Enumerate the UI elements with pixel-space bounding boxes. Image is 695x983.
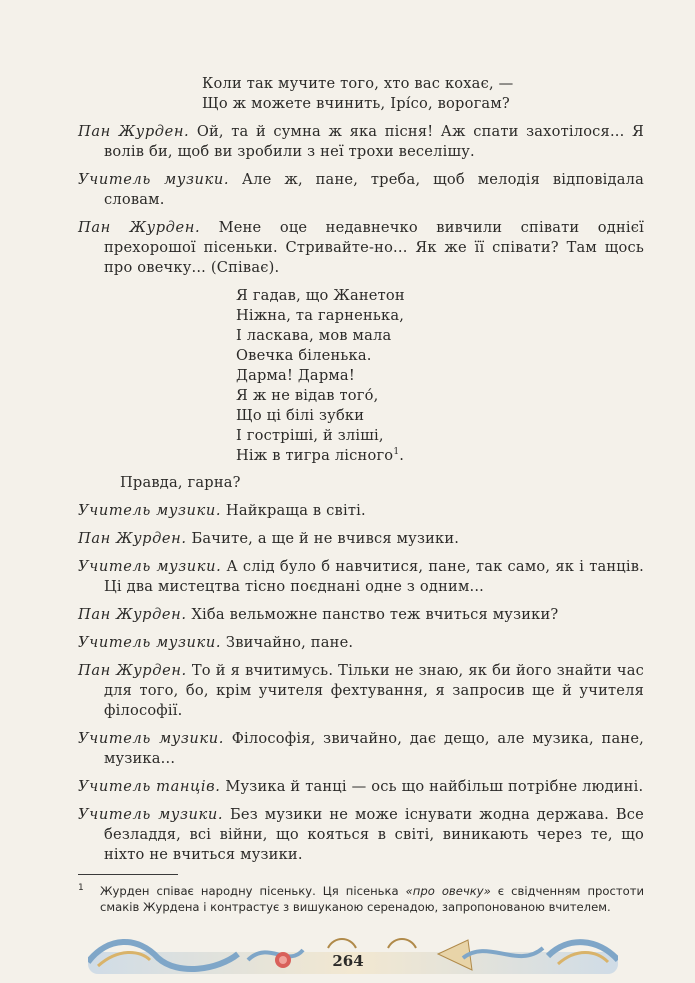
dialogue-line — [78, 170, 644, 210]
dialogue-line — [78, 218, 644, 278]
song-line: Що ці білі зубки — [236, 407, 365, 424]
dialogue-line — [78, 805, 644, 865]
speaker-name: Учитель музики. — [78, 730, 224, 747]
dialogue-text: Філософія, звичайно, дає дещо, але музика, пане, музика... — [104, 730, 644, 767]
speaker-name: Учитель музики. — [78, 558, 222, 575]
song-line: Ніж в тигра лісного — [236, 447, 394, 464]
dialogue-line — [78, 122, 644, 162]
dialogue-line — [78, 777, 644, 797]
dialogue-line — [78, 557, 644, 597]
footnote-number: 1 — [78, 883, 84, 893]
footnote — [78, 884, 644, 915]
dialogue-line — [78, 529, 644, 549]
speaker-name: Учитель музики. — [78, 502, 222, 519]
speaker-name: Учитель музики. — [78, 171, 230, 188]
dialogue-text: Музика й танці — ось що найбільш потрібне людині. — [225, 778, 644, 795]
footnote-divider — [78, 874, 178, 875]
page-number: 264 — [332, 952, 364, 970]
speaker-name: Пан Журден. — [78, 606, 187, 623]
footnote-text: Журден співає народну пісеньку. Ця пісенька — [100, 884, 406, 898]
dialogue-text: Бачите, а ще й не вчився музики. — [191, 530, 460, 547]
footnote-body — [78, 884, 644, 915]
dialogue-text: Звичайно, пане. — [225, 634, 354, 651]
dialogue-text: Хіба вельможне панство теж вчиться музики? — [191, 606, 559, 623]
verse-line: Що ж можете вчинить, Ірі́со, ворогам? — [202, 95, 510, 112]
rose-center-icon — [279, 956, 287, 964]
dialogue-text: Мене оце недавнечко вивчили співати однієї прехорошої пісеньки. Стривайте-но... Як же її співати? Там щось про овечку... (Співає). — [104, 219, 644, 276]
dialogue-line — [78, 605, 644, 625]
song-line: І гостріші, й зліші, — [236, 427, 384, 444]
speaker-name: Учитель музики. — [78, 806, 224, 823]
dialogue-text: То й я вчитимусь. Тільки не знаю, як би його знайти час для того, бо, крім учителя фехтування, я запросив ще й учителя філософії. — [104, 662, 645, 719]
song-line: Овечка біленька. — [236, 347, 372, 364]
speaker-name: Пан Журден. — [78, 219, 201, 236]
verse-block — [202, 74, 644, 114]
dialogue-line — [78, 729, 644, 769]
dialogue-text: Без музики не може існувати жодна держава. Все безладдя, всі війни, що кояться в світі, виникають через те, що ніхто не вчиться музики. — [104, 806, 644, 863]
speaker-name: Учитель музики. — [78, 634, 222, 651]
song-end: . — [399, 447, 405, 464]
dialogue-line — [78, 633, 644, 653]
verse-line: Коли так мучите того, хто вас кохає, — — [202, 75, 514, 92]
song-line: І ласкава, мов мала — [236, 327, 392, 344]
speaker-name: Пан Журден. — [78, 123, 190, 140]
play-text — [78, 74, 644, 873]
dialogue-line — [78, 501, 644, 521]
song-block — [236, 286, 644, 466]
speaker-name: Учитель танців. — [78, 778, 221, 795]
song-line-last — [236, 446, 644, 466]
song-line: Я ж не відав того́, — [236, 387, 379, 404]
dialogue-text: Ой, та й сумна ж яка пісня! Аж спати захотілося... Я волів би, щоб ви зробили з неї трохи веселішу. — [104, 123, 644, 160]
dialogue-text: Але ж, пане, треба, щоб мелодія відповідала словам. — [104, 171, 644, 208]
song-line: Ніжна, та гарненька, — [236, 307, 405, 324]
speaker-name: Пан Журден. — [78, 662, 187, 679]
footnote-text: є свідченням простоти смаків Журдена і контрастує з вишуканою серенадою, запропонованою вчителем. — [100, 884, 644, 914]
dialogue-line — [78, 661, 644, 721]
lyre-icon — [328, 939, 356, 948]
footnote-mark: 1 — [393, 447, 400, 458]
after-song-line: Правда, гарна? — [120, 474, 241, 491]
lyre-icon-right — [388, 939, 416, 948]
dialogue-text: А слід було б навчитися, пане, так само, як і танців. Ці два мистецтва тісно поєднані одне з одним... — [104, 558, 645, 595]
song-line: Я гадав, що Жанетон — [236, 287, 405, 304]
dialogue-text: Найкраща в світі. — [225, 502, 366, 519]
song-line: Дарма! Дарма! — [236, 367, 355, 384]
speaker-name: Пан Журден. — [78, 530, 187, 547]
footnote-emphasis: «про овечку» — [405, 884, 491, 898]
